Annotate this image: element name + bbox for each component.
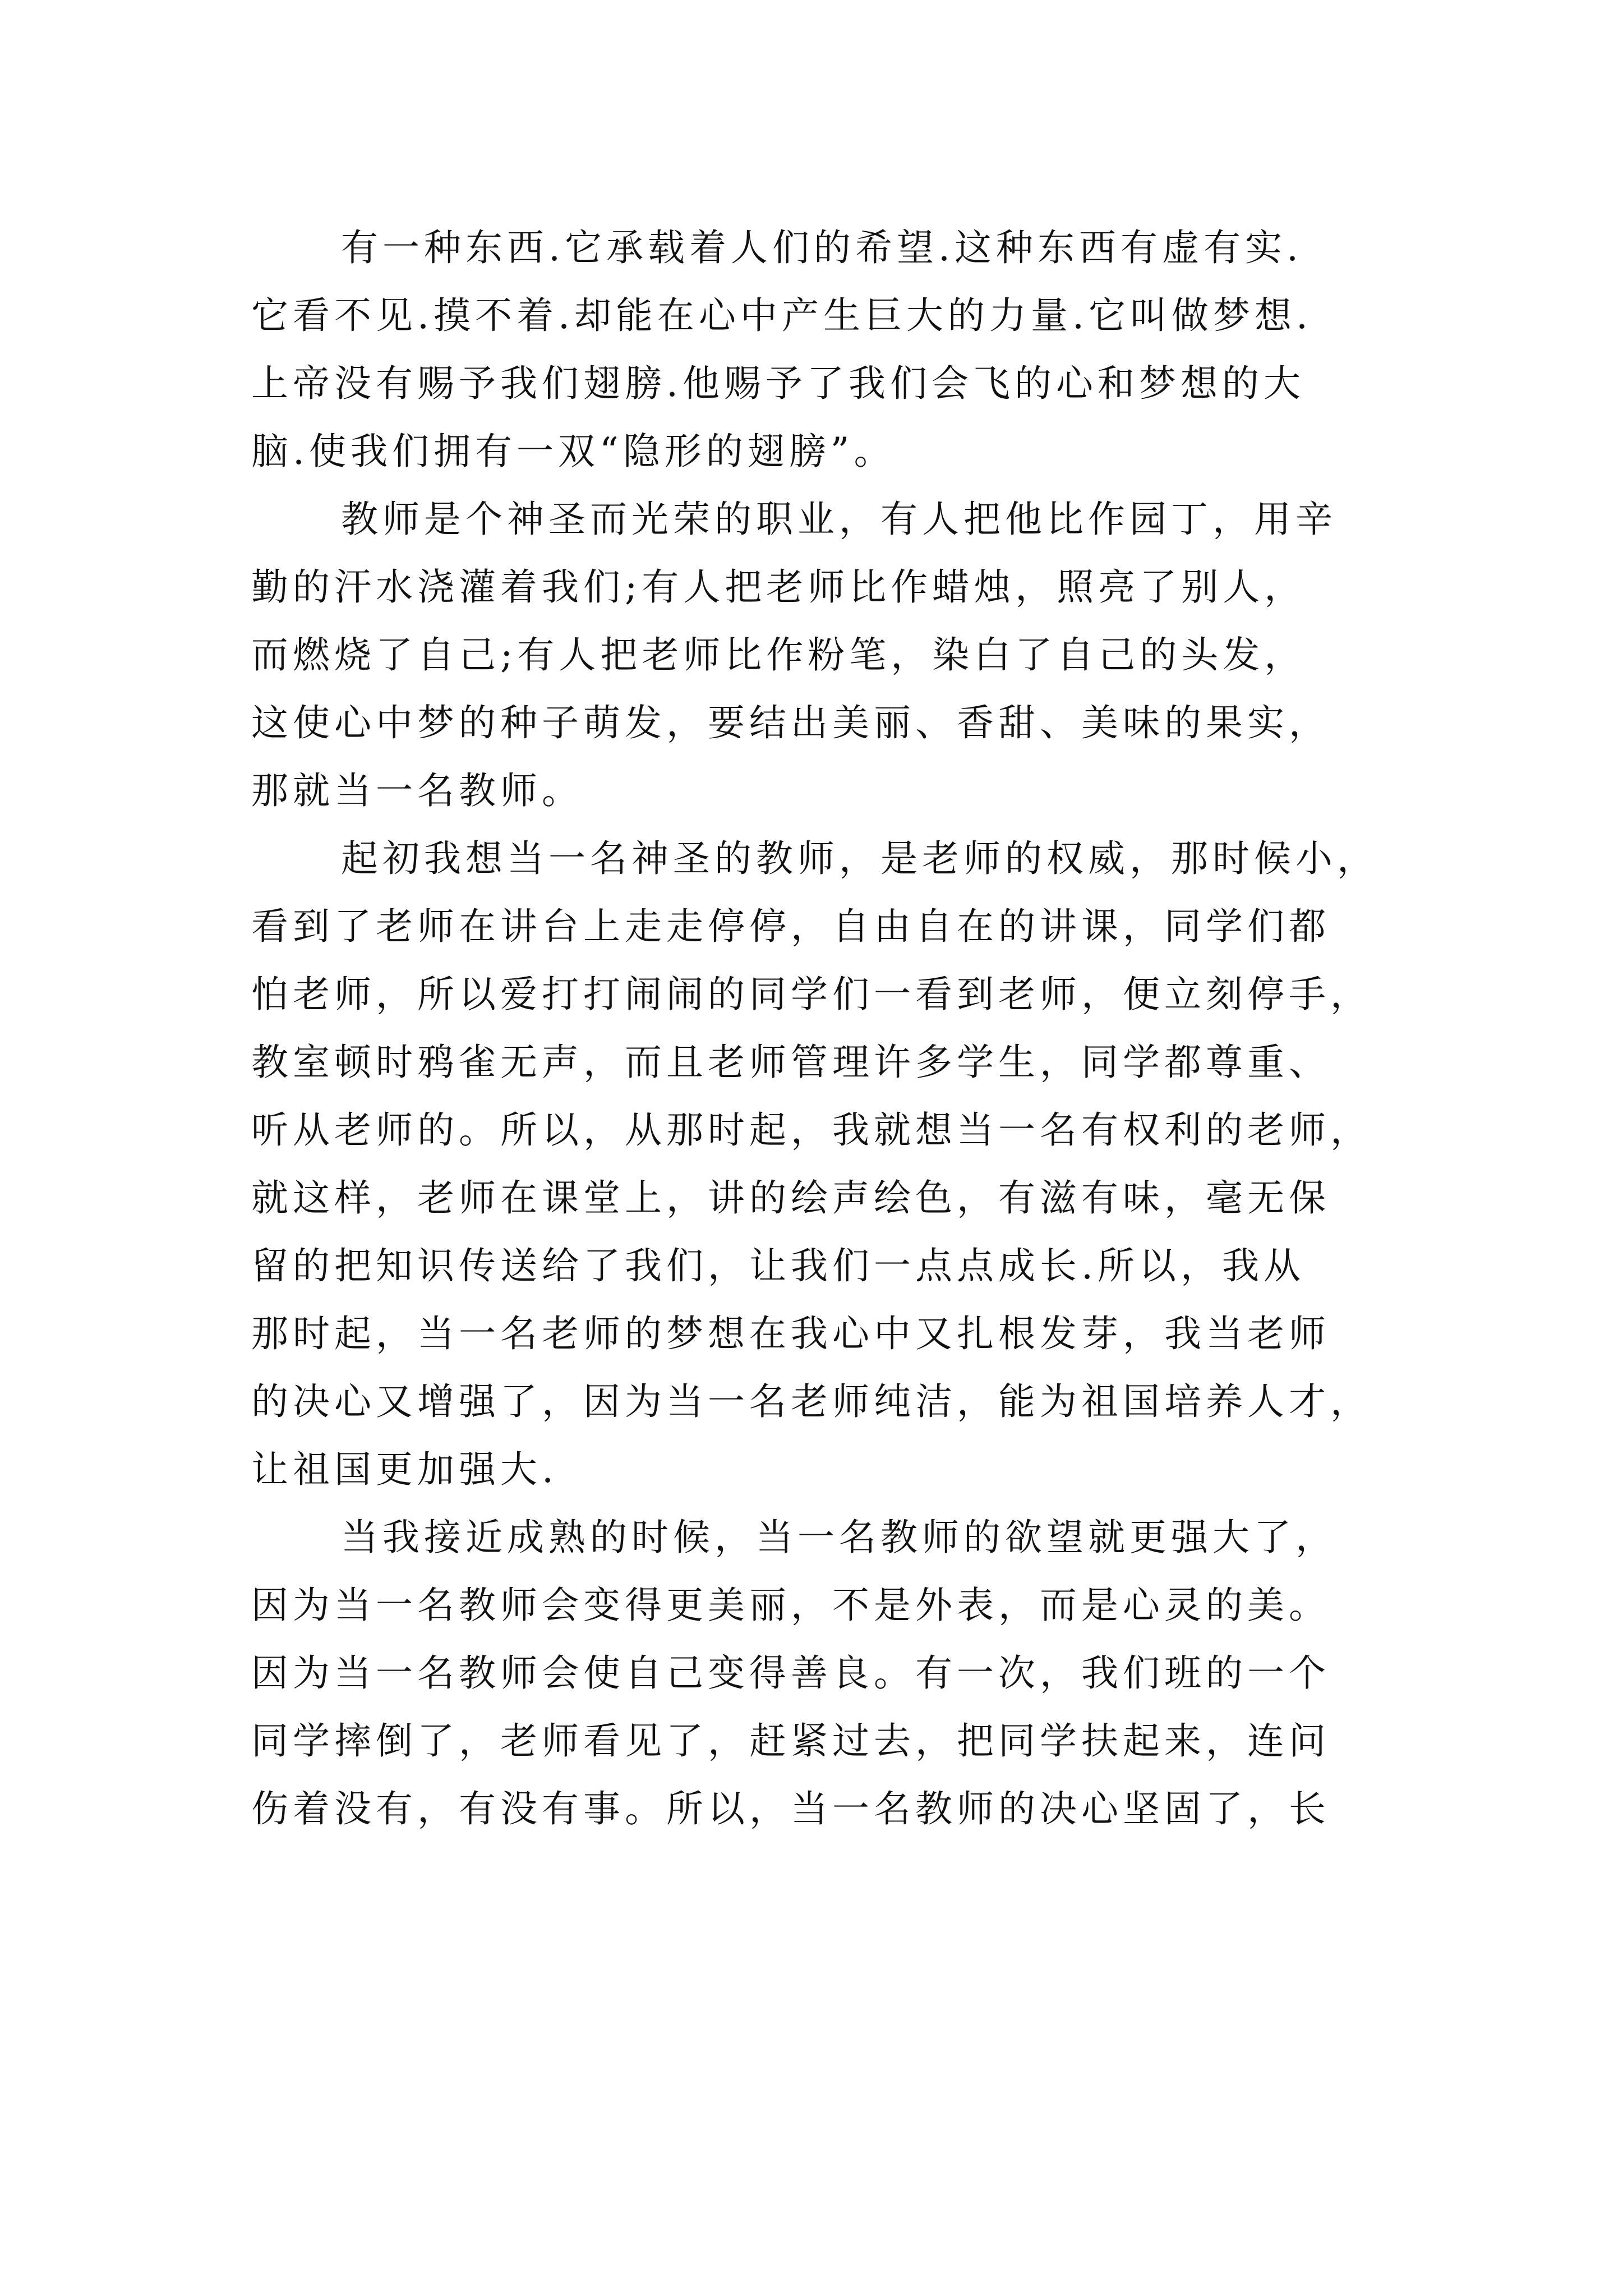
text-line: 伤着没有，有没有事。所以，当一名教师的决心坚固了，长	[251, 1787, 1330, 1830]
text-line: 看到了老师在讲台上走走停停，自由自在的讲课，同学们都	[251, 905, 1330, 948]
text-line: 留的把知识传送给了我们，让我们一点点成长.所以，我从	[251, 1244, 1305, 1287]
text-line: 那时起，当一名老师的梦想在我心中又扎根发芽，我当老师	[251, 1312, 1330, 1355]
text-line: 的决心又增强了，因为当一名老师纯洁，能为祖国培养人才，	[251, 1380, 1372, 1423]
text-line: 它看不见.摸不着.却能在心中产生巨大的力量.它叫做梦想.	[251, 294, 1312, 337]
text-line: 脑.使我们拥有一双“隐形的翅膀”。	[251, 430, 896, 473]
text-line: 就这样，老师在课堂上，讲的绘声绘色，有滋有味，毫无保	[251, 1176, 1330, 1220]
text-line: 同学摔倒了，老师看见了，赶紧过去，把同学扶起来，连问	[251, 1719, 1330, 1763]
text-line: 那就当一名教师。	[251, 769, 583, 812]
text-line: 这使心中梦的种子萌发，要结出美丽、香甜、美味的果实，	[251, 701, 1330, 744]
text-line: 当我接近成熟的时候，当一名教师的欲望就更强大了，	[341, 1516, 1337, 1559]
text-line: 因为当一名教师会变得更美丽，不是外表，而是心灵的美。	[251, 1584, 1330, 1627]
text-line: 起初我想当一名神圣的教师，是老师的权威，那时候小，	[341, 837, 1378, 880]
text-line: 让祖国更加强大.	[251, 1448, 558, 1491]
text-line: 因为当一名教师会使自己变得善良。有一次，我们班的一个	[251, 1651, 1330, 1695]
text-line: 教师是个神圣而光荣的职业，有人把他比作园丁，用辛	[341, 498, 1337, 541]
text-line: 有一种东西.它承载着人们的希望.这种东西有虚有实.	[341, 226, 1303, 269]
text-line: 勤的汗水浇灌着我们;有人把老师比作蜡烛，照亮了别人，	[251, 565, 1306, 609]
text-line: 听从老师的。所以，从那时起，我就想当一名有权利的老师，	[251, 1108, 1372, 1152]
text-line: 而燃烧了自己;有人把老师比作粉笔，染白了自己的头发，	[251, 633, 1306, 677]
text-line: 怕老师，所以爱打打闹闹的同学们一看到老师，便立刻停手，	[251, 973, 1372, 1016]
text-line: 上帝没有赐予我们翅膀.他赐予了我们会飞的心和梦想的大	[251, 362, 1305, 405]
text-line: 教室顿时鸦雀无声，而且老师管理许多学生，同学都尊重、	[251, 1041, 1330, 1084]
